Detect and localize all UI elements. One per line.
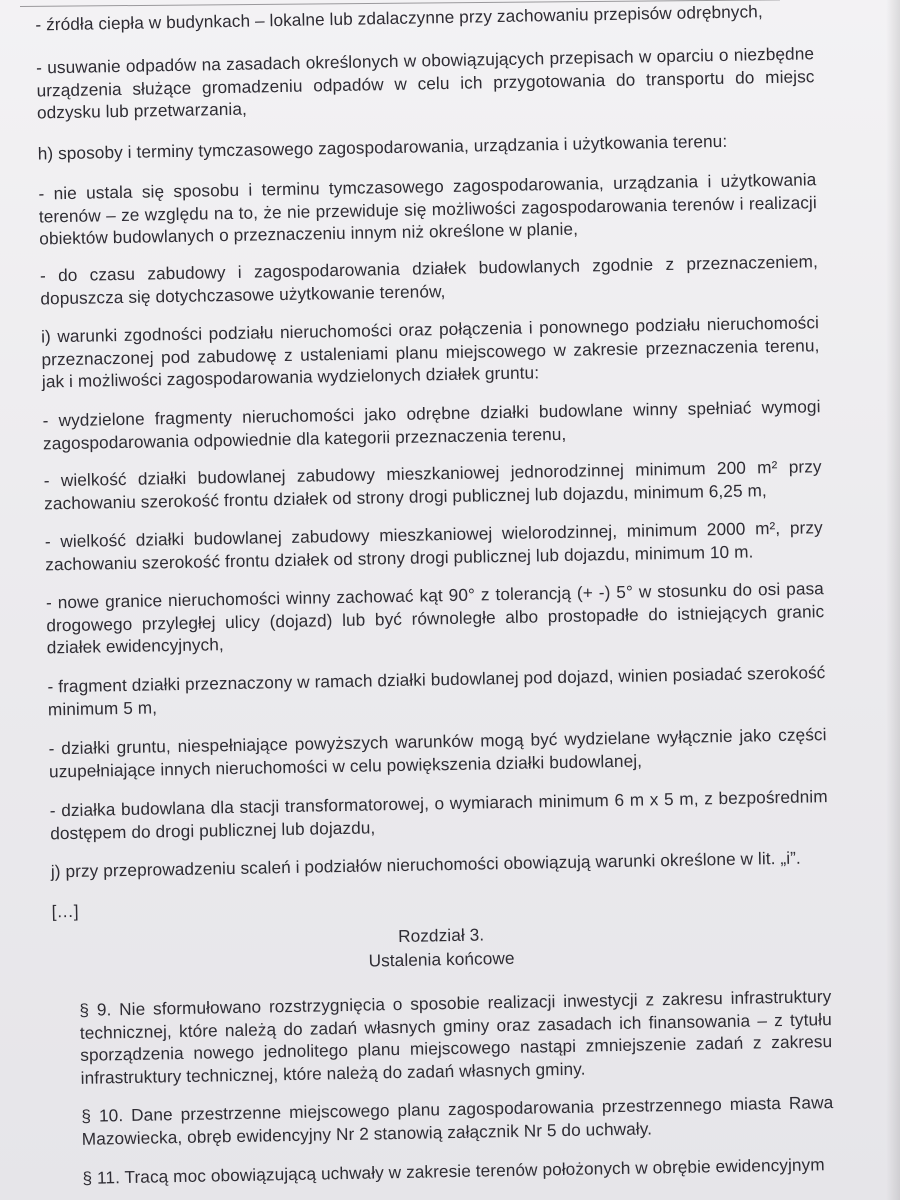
paragraph-item-h: h) sposoby i terminy tymczasowego zagospodarowania, urządzania i użytkowania terenu: bbox=[37, 130, 728, 164]
paragraph-waste-removal: - usuwanie odpadów na zasadach określonych w obowiązujących przepisach w oparciu o niezbędne urządzenia służące gromadzeniu odpadów w celu ich przygotowania do transportu do miejsc odzysku lub przetwarzania, bbox=[35, 43, 815, 123]
ellipsis-omission: […] bbox=[51, 900, 79, 922]
paragraph-multi-family-plot: - wielkość działki budowlanej zabudowy mieszkaniowej wielorodzinnej, minimum 2000 m², przy zachowaniu szerokość frontu działek od strony drogi publicznej lub dojazdu, minimum 10 m. bbox=[44, 517, 823, 574]
paragraph-separated-fragments: - wydzielone fragmenty nieruchomości jako odrębne działki budowlane winny spełniać wymogi zagospodarowania odpowiednie dla kategorii przeznaczenia terenu, bbox=[42, 396, 821, 453]
section-10: § 10. Dane przestrzenne miejscowego planu zagospodarowania przestrzennego miasta Rawa Mazowiecka, obręb ewidencyjny Nr 2 stanowią załącznik Nr 5 do uchwały. bbox=[81, 1092, 834, 1149]
paragraph-new-boundaries: - nowe granice nieruchomości winny zachować kąt 90° z tolerancją (+ -) 5° w stosunku do osi pasa drogowego przyległej ulicy (dojazd) lub być równoległe albo prostopadłe do istniejących granic działek ewidencyjnych, bbox=[45, 578, 825, 658]
paragraph-access-fragment: - fragment działki przeznaczony w ramach działki budowlanej pod dojazd, winien posiadać szerokość minimum 5 m, bbox=[47, 662, 826, 719]
chapter-number: Rozdział 3. bbox=[397, 924, 485, 947]
paragraph-transformer-plot: - działka budowlana dla stacji transformatorowej, o wymiarach minimum 6 m x 5 m, z bezpośrednim dostępem do drogi publicznej lub dojazdu, bbox=[49, 786, 828, 843]
paragraph-existing-use: - do czasu zabudowy i zagospodarowania działek budowlanych zgodnie z przeznaczeniem, dopuszcza się dotychczasowe użytkowanie terenów, bbox=[39, 251, 819, 308]
paragraph-single-family-plot: - wielkość działki budowlanej zabudowy mieszkaniowej jednorodzinnej minimum 200 m² przy zachowaniu szerokość frontu działek od strony drogi publicznej lub dojazdu, minimum 6,25 m, bbox=[43, 456, 822, 513]
paragraph-temporary-use: - nie ustala się sposobu i terminu tymczasowego zagospodarowania, urządzania i użytkowania terenów – ze względu na to, że nie przewiduje się możliwości zagospodarowania terenów i realizacji obiektów budowlanych o przeznaczeniu innym niż określone w planie, bbox=[38, 169, 817, 249]
paragraph-item-j: j) przy przeprowadzeniu scaleń i podziałów nieruchomości obowiązują warunki określone w lit. „i”. bbox=[50, 847, 802, 882]
paragraph-item-i: i) warunki zgodności podziału nieruchomości oraz połączenia i ponownego podziału nieruchomości przeznaczonej pod zabudowę z ustaleniami planu miejscowego w zakresie przeznaczenia terenu, jak i możliwości zagospodarowania wydzielonych działek gruntu: bbox=[40, 312, 820, 392]
paragraph-non-compliant-plots: - działki gruntu, niespełniające powyższych warunków mogą być wydzielane wyłącznie jako części uzupełniające innych nieruchomości w celu powiększenia działki budowlanej, bbox=[48, 724, 827, 781]
paragraph-heat-sources: - źródła ciepła w budynkach – lokalne lub zdalaczynne przy zachowaniu przepisów odrębnych, bbox=[35, 1, 763, 35]
chapter-title: Ustalenia końcowe bbox=[368, 947, 515, 971]
section-11: § 11. Tracą moc obowiązującą uchwały w zakresie terenów położonych w obrębie ewidencyjnym bbox=[82, 1154, 825, 1188]
section-9: § 9. Nie sformułowano rozstrzygnięcia o sposobie realizacji inwestycji z zakresu infrastruktury technicznej, które należą do zadań własnych gminy oraz zasadach ich finansowania – z tytułu sporządzenia nowego jednolitego planu miejscowego nastąpi zmniejszenie zadań z zakresu infrastruktury technicznej, które należą do zadań własnych gminy. bbox=[79, 986, 833, 1088]
